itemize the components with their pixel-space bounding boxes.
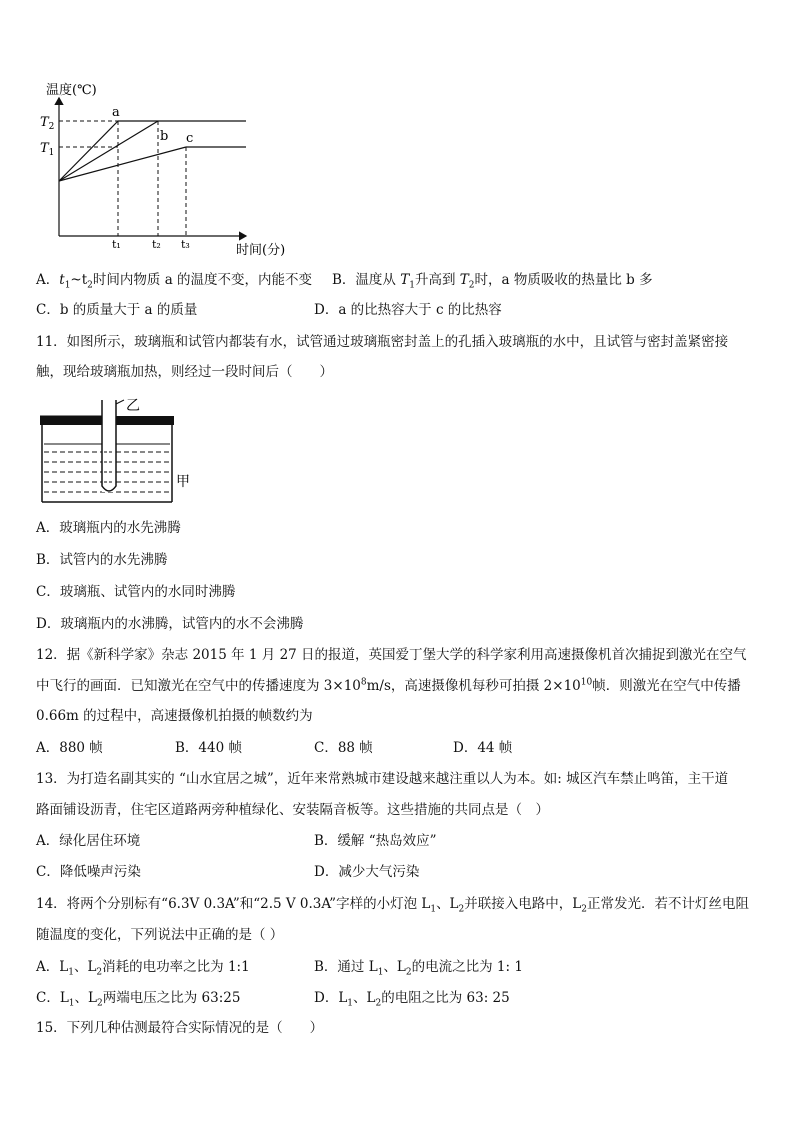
q14-option-c: C．$L_1$、$L_2$两端电压之比为 63:25 [36,990,241,1009]
point-c-label: c [186,131,194,146]
q13-stem-line1: 13．为打造名副其实的 “山水宜居之城”，近年来常熟城市建设越来越注重以人为本。如: 城区汽车禁止鸣笛，主干道 [36,771,729,787]
q12-option-d: D．44 帧 [453,740,513,756]
q11-stem-line2: 触，现给玻璃瓶加热，则经过一段时间后（ ） [36,364,333,380]
temperature-time-graph [36,74,306,264]
q12-option-b: B．440 帧 [175,740,242,756]
q10-option-a: A．$t_1\sim t_2$时间内物质 a 的温度不变，内能不变 [36,272,313,291]
q10-option-b: B．温度从 $T_1$升高到 $T_2$时，a 物质吸收的热量比 b 多 [332,272,653,291]
line-c [59,147,186,181]
q14-option-d: D．$L_1$、$L_2$的电阻之比为 63: 25 [314,990,510,1009]
q15-stem-line1: 15．下列几种估测最符合实际情况的是（ ） [36,1020,324,1036]
yi-pointer [116,400,124,404]
q12-stem-line3: 0.66m 的过程中，高速摄像机拍摄的帧数约为 [36,708,313,724]
bottle-test-tube-figure [36,394,206,506]
q12-option-c: C．88 帧 [314,740,373,756]
T1-label: $T_1$ [40,141,55,158]
label-yi: 乙 [126,398,140,414]
test-tube-gap [102,414,116,492]
y-axis-label: 温度(℃) [46,83,97,98]
t1-label: t₁ [112,238,121,251]
q11-option-a: A．玻璃瓶内的水先沸腾 [36,520,181,536]
label-jia: 甲 [176,474,190,490]
q14-stem-line2: 随温度的变化，下列说法中正确的是（ ） [36,927,284,943]
q12-stem-line1: 12．据《新科学家》杂志 2015 年 1 月 27 日的报道，英国爱丁堡大学的科学家利用高速摄像机首次捕捉到激光在空气 [36,647,747,663]
q11-option-b: B．试管内的水先沸腾 [36,552,168,568]
q12-option-a: A．880 帧 [36,740,103,756]
q13-stem-line2: 路面铺设沥青，住宅区道路两旁种植绿化、安装隔音板等。这些措施的共同点是（ ） [36,802,549,818]
q11-option-d: D．玻璃瓶内的水沸腾，试管内的水不会沸腾 [36,616,304,632]
q14-option-a: A．$L_1$、$L_2$消耗的电功率之比为 1:1 [36,959,250,978]
t3-label: t₃ [181,238,190,251]
t2-label: t₂ [152,238,161,251]
q13-option-c: C．降低噪声污染 [36,864,141,880]
q13-option-a: A．绿化居住环境 [36,833,141,849]
point-b-label: b [160,129,169,144]
q12-stem-line2: 中飞行的画面．已知激光在空气中的传播速度为 $3\times 10^8m/s$，高速摄像机每秒可拍摄 $2\times 10^{10}$帧．则激光在空气中传播 [36,677,741,694]
q13-option-b: B．缓解 “热岛效应” [314,833,437,849]
x-axis-label: 时间(分) [236,243,286,258]
q11-option-c: C．玻璃瓶、试管内的水同时沸腾 [36,584,236,600]
q14-stem-line1: 14．将两个分别标有“6.3V 0.3A”和“2.5 V 0.3A”字样的小灯泡 $L_1$、$L_2$并联接入电路中，$L_2$正常发光．若不计灯丝电阻 [36,896,749,915]
T2-label: $T_2$ [40,115,55,132]
q11-stem-line1: 11．如图所示，玻璃瓶和试管内都装有水，试管通过玻璃瓶密封盖上的孔插入玻璃瓶的水中，且试管与密封盖紧密接 [36,334,729,350]
q13-option-d: D．减少大气污染 [314,864,420,880]
q10-option-d: D．a 的比热容大于 c 的比热容 [314,302,502,318]
q10-option-c: C．b 的质量大于 a 的质量 [36,302,198,318]
q14-option-b: B．通过 $L_1$、$L_2$的电流之比为 1: 1 [314,959,523,978]
point-a-label: a [112,105,120,120]
